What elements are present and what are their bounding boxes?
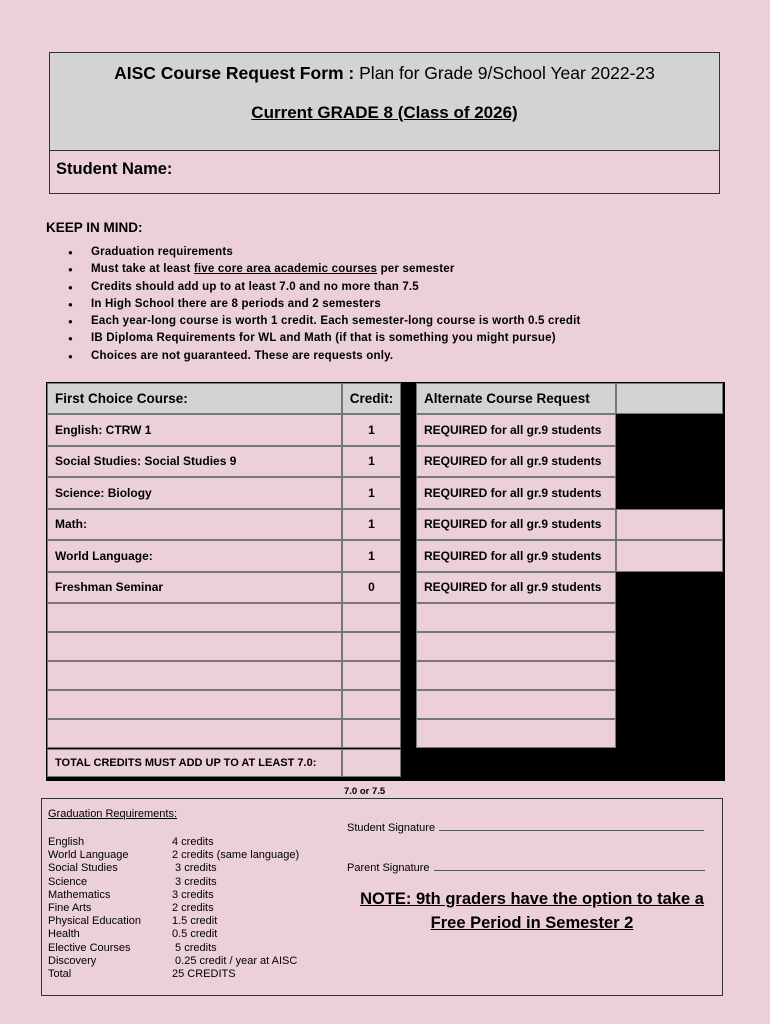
- alternate-cell[interactable]: [416, 661, 616, 690]
- student-name-label: Student Name:: [56, 160, 173, 178]
- requirement-credits: 0.5 credit: [172, 928, 218, 941]
- requirement-subject: Fine Arts: [48, 901, 92, 914]
- alternate-cell[interactable]: [416, 719, 616, 748]
- credit-cell[interactable]: [342, 661, 401, 690]
- extra-cell[interactable]: [616, 509, 723, 541]
- form-title-bold: AISC Course Request Form :: [114, 63, 355, 83]
- alternate-cell[interactable]: [416, 632, 616, 661]
- course-cell[interactable]: [47, 690, 342, 719]
- form-header: [49, 52, 720, 194]
- requirement-subject: Discovery: [48, 954, 97, 967]
- alternate-cell[interactable]: [416, 690, 616, 719]
- requirement-credits: 3 credits: [172, 875, 217, 888]
- keep-in-mind-label: KEEP IN MIND:: [46, 220, 143, 235]
- graduation-requirement-row: [48, 862, 308, 875]
- graduation-requirement-row: [48, 889, 308, 902]
- requirement-credits: 25 CREDITS: [172, 967, 236, 980]
- list-item-text: Must take at least: [91, 263, 194, 276]
- requirement-subject: Total: [48, 967, 72, 980]
- list-item-underlined: five core area academic courses: [193, 263, 378, 276]
- course-cell[interactable]: [47, 603, 342, 632]
- student-signature-label: Student Signature: [347, 822, 436, 834]
- requirement-subject: Mathematics: [48, 888, 111, 901]
- graduation-requirement-row: [48, 955, 308, 968]
- alternate-cell[interactable]: REQUIRED for all gr.9 students: [416, 446, 616, 478]
- graduation-requirement-row: [48, 928, 308, 941]
- form-title-rest: Plan for Grade 9/School Year 2022-23: [354, 63, 655, 83]
- requirement-credits: 2 credits: [172, 901, 214, 914]
- credit-cell[interactable]: 0: [342, 572, 401, 604]
- requirement-subject: Social Studies: [48, 862, 118, 875]
- list-item: ● Each year-long course is worth 1 credit. Each semester-long course is worth 0.5 credit: [68, 313, 581, 330]
- credit-cell[interactable]: 1: [342, 446, 401, 478]
- header-first-choice: First Choice Course:: [47, 383, 342, 414]
- form-title: [50, 63, 719, 84]
- credit-cell[interactable]: [342, 690, 401, 719]
- header-alternate: Alternate Course Request: [416, 383, 616, 414]
- parent-signature-line[interactable]: [434, 861, 705, 871]
- total-credits-label: TOTAL CREDITS MUST ADD UP TO AT LEAST 7.0:: [47, 749, 342, 777]
- list-item: ● Choices are not guaranteed. These are requests only.: [68, 348, 581, 365]
- course-cell[interactable]: [47, 632, 342, 661]
- graduation-requirements-list: [48, 836, 308, 981]
- course-cell[interactable]: Freshman Seminar: [47, 572, 342, 604]
- requirement-subject: Elective Courses: [48, 941, 131, 954]
- parent-signature[interactable]: [347, 861, 705, 874]
- alternate-cell[interactable]: REQUIRED for all gr.9 students: [416, 540, 616, 572]
- requirement-subject: Physical Education: [48, 915, 141, 928]
- credit-cell[interactable]: [342, 719, 401, 748]
- credit-cell[interactable]: [342, 632, 401, 661]
- student-signature-line[interactable]: [439, 821, 704, 831]
- graduation-requirements-title: Graduation Requirements:: [48, 808, 178, 820]
- graduation-requirement-row: [48, 942, 308, 955]
- header-extra: [616, 383, 723, 414]
- total-credits-value[interactable]: [342, 749, 401, 777]
- credit-cell[interactable]: 1: [342, 509, 401, 541]
- class-line: Current GRADE 8 (Class of 2026): [251, 103, 518, 122]
- graduation-requirement-row: [48, 876, 308, 889]
- list-item-text: per semester: [377, 263, 455, 276]
- course-cell[interactable]: English: CTRW 1: [47, 414, 342, 446]
- parent-signature-label: Parent Signature: [347, 862, 430, 874]
- course-cell[interactable]: Social Studies: Social Studies 9: [47, 446, 342, 478]
- alternate-cell[interactable]: [416, 603, 616, 632]
- course-cell[interactable]: [47, 719, 342, 748]
- credit-cell[interactable]: 1: [342, 477, 401, 509]
- course-cell[interactable]: Math:: [47, 509, 342, 541]
- header-credit: Credit:: [342, 383, 401, 414]
- course-cell[interactable]: [47, 661, 342, 690]
- course-request-table: [46, 382, 725, 781]
- requirement-credits: 3 credits: [172, 862, 217, 875]
- requirement-credits: 5 credits: [172, 941, 217, 954]
- course-cell[interactable]: Science: Biology: [47, 477, 342, 509]
- list-item: [68, 261, 581, 278]
- requirement-subject: World Language: [48, 849, 129, 862]
- list-item: ● In High School there are 8 periods and 2 semesters: [68, 296, 581, 313]
- graduation-requirement-row: [48, 849, 308, 862]
- extra-cell[interactable]: [616, 540, 723, 572]
- credit-cell[interactable]: 1: [342, 540, 401, 572]
- list-item: ● IB Diploma Requirements for WL and Math (if that is something you might pursue): [68, 330, 581, 347]
- keep-in-mind-list: [68, 244, 581, 365]
- alternate-cell[interactable]: REQUIRED for all gr.9 students: [416, 414, 616, 446]
- free-period-note: NOTE: 9th graders have the option to take a Free Period in Semester 2: [360, 890, 704, 932]
- requirement-credits: 4 credits: [172, 836, 214, 848]
- requirement-subject: English: [48, 836, 85, 848]
- course-cell[interactable]: World Language:: [47, 540, 342, 572]
- requirement-credits: 3 credits: [172, 888, 214, 901]
- student-signature[interactable]: [347, 821, 704, 834]
- total-credits-note: 7.0 or 7.5: [344, 786, 386, 797]
- alternate-cell[interactable]: REQUIRED for all gr.9 students: [416, 509, 616, 541]
- credit-cell[interactable]: [342, 603, 401, 632]
- alternate-cell[interactable]: REQUIRED for all gr.9 students: [416, 572, 616, 604]
- graduation-requirement-row: [48, 915, 308, 928]
- graduation-requirement-row: [48, 836, 308, 849]
- list-item: ● Graduation requirements: [68, 244, 581, 261]
- requirement-subject: Health: [48, 928, 80, 941]
- credit-cell[interactable]: 1: [342, 414, 401, 446]
- header-banner: [50, 53, 719, 151]
- requirement-credits: 2 credits (same language): [172, 849, 300, 862]
- requirement-credits: 0.25 credit / year at AISC: [172, 954, 298, 967]
- alternate-cell[interactable]: REQUIRED for all gr.9 students: [416, 477, 616, 509]
- requirement-subject: Science: [48, 875, 88, 888]
- bottom-section: [41, 798, 723, 996]
- graduation-requirement-row: [48, 968, 308, 981]
- list-item: ● Credits should add up to at least 7.0 and no more than 7.5: [68, 279, 581, 296]
- graduation-requirement-row: [48, 902, 308, 915]
- requirement-credits: 1.5 credit: [172, 915, 218, 928]
